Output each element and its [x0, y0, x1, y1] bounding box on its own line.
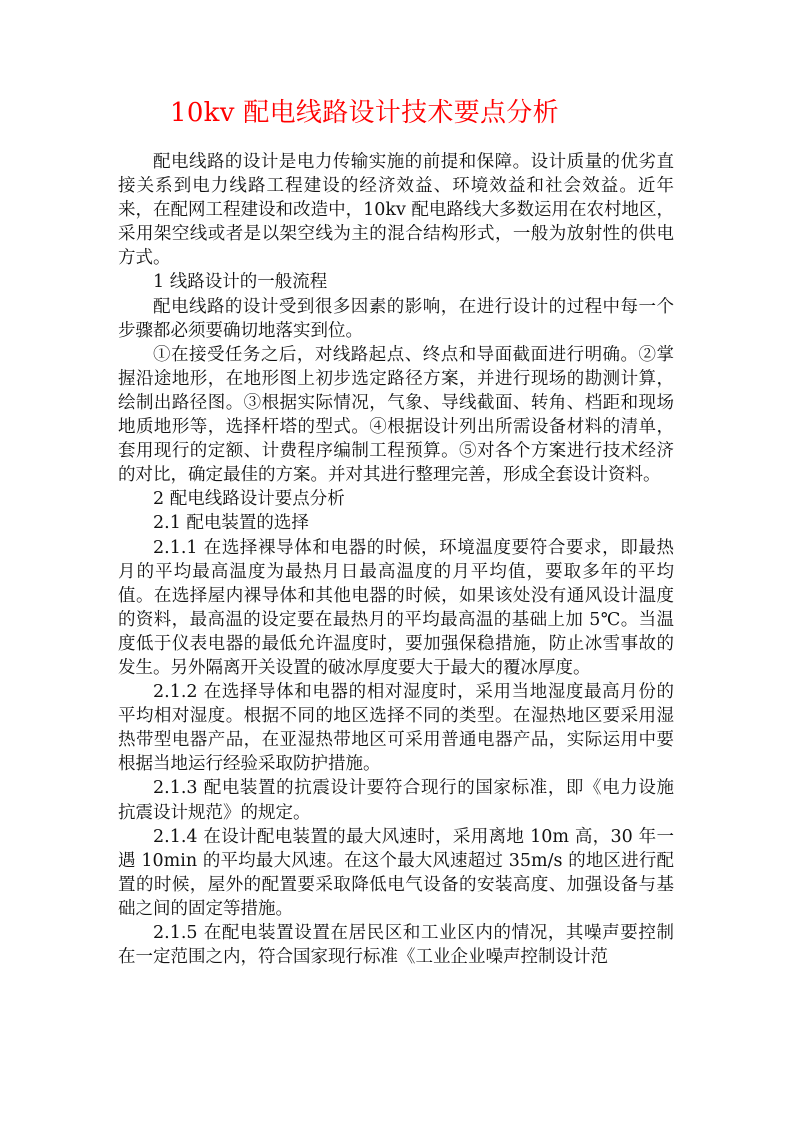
paragraph-2-1-2: 2.1.2 在选择导体和电器的相对湿度时，采用当地湿度最高月份的平均相对湿度。根据不同的地区选择不同的类型。在湿热地区要采用湿热带型电器产品，在亚湿热带地区可采用普通电器产品，实际运用中要根据当地运行经验采取防护措施。	[118, 682, 674, 775]
document-title: 10kv 配电线路设计技术要点分析	[170, 98, 559, 128]
subsection-heading-2-1: 2.1 配电装置的选择	[153, 513, 309, 534]
paragraph-design-steps: ①在接受任务之后，对线路起点、终点和导面截面进行明确。②掌握沿途地形，在地形图上初步选定路径方案，并进行现场的勘测计算，绘制出路径图。③根据实际情况，气象、导线截面、转角、档距和现场地质地形等，选择杆塔的型式。④根据设计列出所需设备材料的清单，套用现行的定额、计费程序编制工程预算。⑤对各个方案进行技术经济的对比，确定最佳的方案。并对其进行整理完善，形成全套设计资料。	[118, 344, 674, 486]
paragraph-intro: 配电线路的设计是电力传输实施的前提和保障。设计质量的优劣直接关系到电力线路工程建设的经济效益、环境效益和社会效益。近年来，在配网工程建设和改造中，10kv 配电路线大多数运用在农村地区，采用架空线或者是以架空线为主的混合结构形式，一般为放射性的供电方式。	[118, 152, 674, 269]
paragraph-2-1-4: 2.1.4 在设计配电装置的最大风速时，采用离地 10m 高，30 年一遇 10min 的平均最大风速。在这个最大风速超过 35m/s 的地区进行配置的时候，屋外的配置要采取降低电气设备的安装高度、加强设备与基础之间的固定等措施。	[118, 826, 674, 919]
paragraph-2-1-3: 2.1.3 配电装置的抗震设计要符合现行的国家标准，即《电力设施抗震设计规范》的规定。	[118, 778, 674, 823]
paragraph-design-factors: 配电线路的设计受到很多因素的影响，在进行设计的过程中每一个步骤都必须要确切地落实到位。	[118, 296, 674, 341]
paragraph-2-1-5: 2.1.5 在配电装置设置在居民区和工业区内的情况，其噪声要控制在一定范围之内，符合国家现行标准《工业企业噪声控制设计范	[118, 923, 674, 968]
section-heading-1: 1 线路设计的一般流程	[153, 272, 328, 293]
section-heading-2: 2 配电线路设计要点分析	[153, 489, 345, 510]
paragraph-2-1-1: 2.1.1 在选择裸导体和电器的时候，环境温度要符合要求，即最热月的平均最高温度为最热月日最高温度的月平均值，要取多年的平均值。在选择屋内裸导体和其他电器的时候，如果该处没有通风设计温度的资料，最高温的设定要在最热月的平均最高温的基础上加 5℃。当温度低于仪表电器的最低允许温度时，要加强保稳措施，防止冰雪事故的发生。另外隔离开关设置的破冰厚度要大于最大的覆冰厚度。	[118, 537, 674, 678]
document-body	[118, 150, 674, 969]
